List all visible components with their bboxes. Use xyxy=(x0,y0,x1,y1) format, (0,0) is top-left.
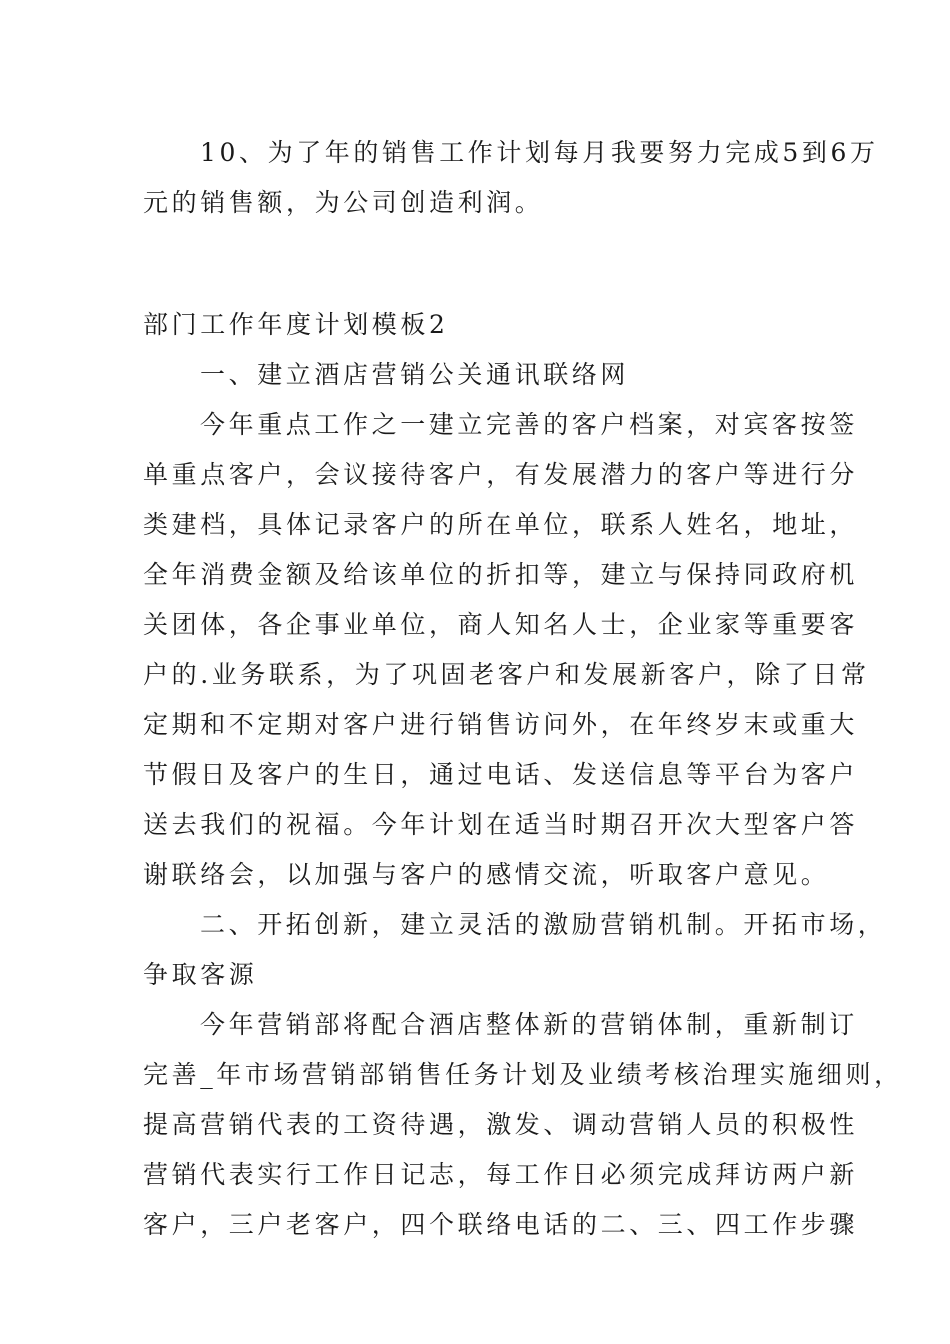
paragraph1-line-4: 全年消费金额及给该单位的折扣等，建立与保持同政府机 xyxy=(143,560,859,589)
paragraph2-line-1: 今年营销部将配合酒店整体新的营销体制，重新制订 xyxy=(200,1010,858,1039)
paragraph1-line-8: 节假日及客户的生日，通过电话、发送信息等平台为客户 xyxy=(143,760,859,789)
paragraph1-line-2: 单重点客户，会议接待客户，有发展潜力的客户等进行分 xyxy=(143,460,859,489)
paragraph2-line-2: 完善_年市场营销部销售任务计划及业绩考核治理实施细则， xyxy=(143,1060,903,1089)
section2-title-line-2: 争取客源 xyxy=(143,960,258,989)
paragraph1-line-1: 今年重点工作之一建立完善的客户档案，对宾客按签 xyxy=(200,410,858,439)
paragraph1-line-6: 户的.业务联系，为了巩固老客户和发展新客户，除了日常 xyxy=(143,660,870,689)
paragraph1-line-5: 关团体，各企事业单位，商人知名人士，企业家等重要客 xyxy=(143,610,859,639)
paragraph1-line-7: 定期和不定期对客户进行销售访问外，在年终岁末或重大 xyxy=(143,710,859,739)
section2-title-line-1: 二、开拓创新，建立灵活的激励营销机制。开拓市场， xyxy=(200,910,887,939)
paragraph2-line-3: 提高营销代表的工资待遇，激发、调动营销人员的积极性 xyxy=(143,1110,859,1139)
paragraph2-line-5: 客户，三户老客户，四个联络电话的二、三、四工作步骤 xyxy=(143,1210,859,1239)
section-heading: 部门工作年度计划模板2 xyxy=(143,310,449,339)
paragraph1-line-9: 送去我们的祝福。今年计划在适当时期召开次大型客户答 xyxy=(143,810,859,839)
block1-line-2: 元的销售额，为公司创造利润。 xyxy=(143,188,544,217)
paragraph1-line-10: 谢联络会，以加强与客户的感情交流，听取客户意见。 xyxy=(143,860,830,889)
paragraph2-line-4: 营销代表实行工作日记志，每工作日必须完成拜访两户新 xyxy=(143,1160,859,1189)
section1-title: 一、建立酒店营销公关通讯联络网 xyxy=(200,360,630,389)
block1-line-1: 10、为了年的销售工作计划每月我要努力完成5到6万 xyxy=(200,138,879,167)
paragraph1-line-3: 类建档，具体记录客户的所在单位，联系人姓名，地址， xyxy=(143,510,859,539)
